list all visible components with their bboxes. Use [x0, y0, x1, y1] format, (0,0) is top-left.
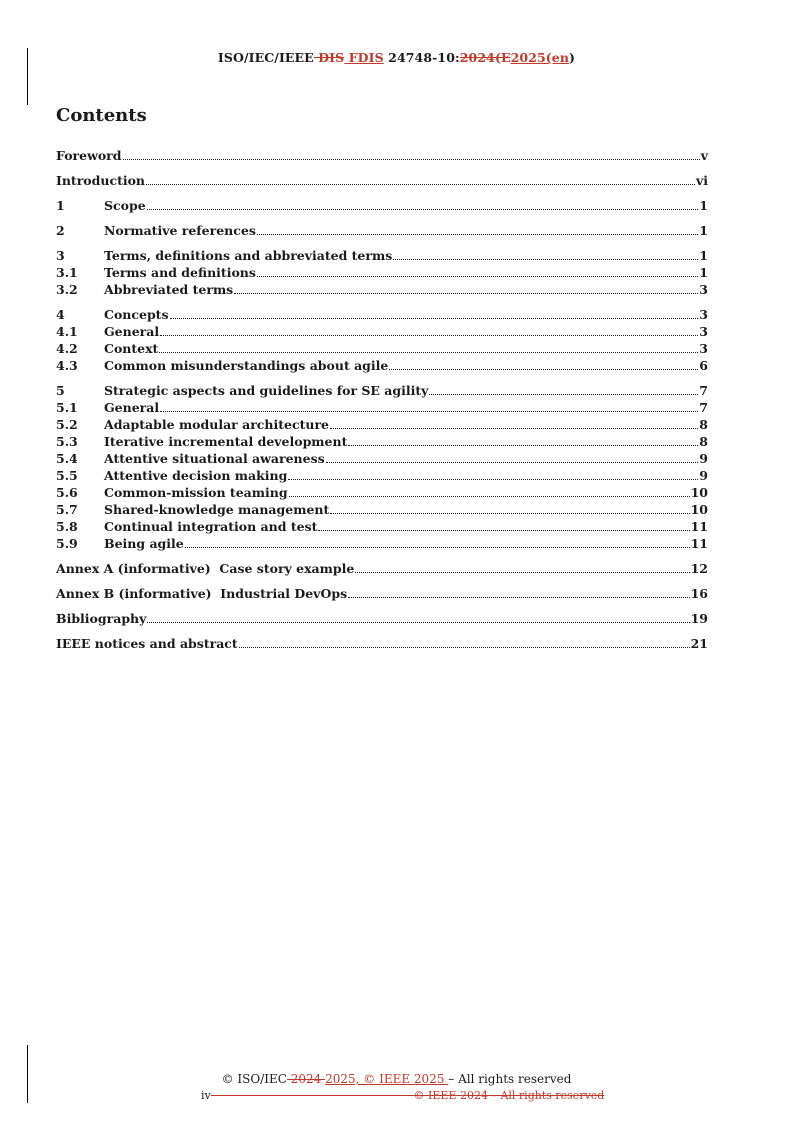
toc-leader	[147, 622, 689, 623]
toc-entry-page: 8	[699, 434, 708, 449]
toc-leader	[288, 479, 698, 480]
toc-entry[interactable]	[56, 399, 708, 416]
toc-entry-number: 5.9	[56, 536, 78, 551]
toc-entry[interactable]	[56, 501, 708, 518]
toc-entry-title: Shared-knowledge management	[104, 502, 330, 517]
toc-entry-title: Abbreviated terms	[104, 282, 234, 297]
toc-entry[interactable]	[56, 147, 708, 164]
toc-leader	[160, 411, 698, 412]
toc-leader	[318, 530, 689, 531]
toc-entry-page: 1	[699, 265, 708, 280]
toc-entry-title: Continual integration and test	[104, 519, 318, 534]
toc-entry-page: 11	[690, 536, 708, 551]
toc-entry[interactable]	[56, 450, 708, 467]
toc-leader	[170, 318, 699, 319]
toc-entry-page: 16	[690, 586, 708, 601]
toc-leader	[159, 352, 698, 353]
toc-leader	[239, 647, 690, 648]
toc-entry[interactable]	[56, 264, 708, 281]
toc-entry-number: 1	[56, 198, 65, 213]
toc-entry-page: 3	[699, 324, 708, 339]
toc-entry-title: Context	[104, 341, 159, 356]
toc-entry-title: Attentive situational awareness	[104, 451, 325, 466]
toc-entry-title: Foreword	[56, 148, 122, 163]
toc-entry-title: Terms and definitions	[104, 265, 256, 280]
toc-entry-number: 4.3	[56, 358, 78, 373]
deleted-footer-line: © IEEE 2024 – All rights reserved	[210, 1089, 605, 1102]
toc-entry[interactable]	[56, 433, 708, 450]
toc-entry-number: 5.3	[56, 434, 78, 449]
toc-leader	[234, 293, 698, 294]
header-inserted-year: 2025(en	[510, 50, 570, 65]
toc-entry[interactable]	[56, 306, 708, 323]
toc-entry-page: 9	[699, 468, 708, 483]
toc-leader	[146, 184, 695, 185]
copyright-footer	[0, 1072, 793, 1086]
toc-entry-number: 5.1	[56, 400, 78, 415]
table-of-contents	[56, 147, 708, 652]
toc-entry-number: 4.1	[56, 324, 78, 339]
toc-entry-page: v	[700, 148, 708, 163]
document-header	[0, 50, 793, 65]
toc-entry-page: 19	[690, 611, 708, 626]
toc-entry-page: 11	[690, 519, 708, 534]
toc-entry[interactable]	[56, 484, 708, 501]
toc-entry-title: Attentive decision making	[104, 468, 288, 483]
toc-entry-number: 3.1	[56, 265, 78, 280]
toc-leader	[429, 394, 698, 395]
header-number: 24748-10:	[383, 50, 460, 65]
toc-entry-page: 12	[690, 561, 708, 576]
toc-entry-number: 5.2	[56, 417, 78, 432]
toc-entry-number: 4.2	[56, 341, 78, 356]
toc-entry-page: 7	[699, 400, 708, 415]
page-title: Contents	[56, 105, 147, 126]
page-number: iv	[201, 1089, 211, 1102]
toc-entry-page: 3	[699, 341, 708, 356]
toc-entry-title: Annex B (informative) Industrial DevOps	[56, 586, 348, 601]
toc-leader	[257, 234, 698, 235]
toc-leader	[389, 369, 698, 370]
toc-entry-page: 9	[699, 451, 708, 466]
header-inserted-fdis: FDIS	[344, 50, 384, 65]
toc-entry[interactable]	[56, 340, 708, 357]
toc-leader	[326, 462, 699, 463]
page-footer	[201, 1089, 604, 1102]
toc-entry[interactable]	[56, 222, 708, 239]
toc-entry-title: Iterative incremental development	[104, 434, 348, 449]
toc-entry-page: 1	[699, 248, 708, 263]
toc-entry-page: vi	[695, 173, 708, 188]
toc-entry-title: General	[104, 324, 160, 339]
copyright-inserted-text: 2025, © IEEE 2025	[325, 1072, 449, 1086]
toc-leader	[160, 335, 698, 336]
toc-entry-title: Adaptable modular architecture	[104, 417, 329, 432]
toc-entry-title: General	[104, 400, 160, 415]
toc-entry[interactable]	[56, 467, 708, 484]
toc-entry-title: IEEE notices and abstract	[56, 636, 238, 651]
toc-entry-title: Annex A (informative) Case story example	[56, 561, 355, 576]
toc-leader	[348, 445, 698, 446]
toc-entry-number: 4	[56, 307, 65, 322]
toc-entry-number: 5	[56, 383, 65, 398]
header-prefix: ISO/IEC/IEEE	[217, 50, 314, 65]
toc-leader	[355, 572, 689, 573]
toc-entry-page: 3	[699, 307, 708, 322]
toc-leader	[393, 259, 698, 260]
toc-entry-page: 10	[690, 502, 708, 517]
toc-entry[interactable]	[56, 610, 708, 627]
toc-leader	[330, 513, 689, 514]
copyright-deleted-year: 2024	[286, 1072, 326, 1086]
toc-entry-title: Terms, definitions and abbreviated terms	[104, 248, 393, 263]
toc-entry-title: Bibliography	[56, 611, 147, 626]
toc-entry[interactable]	[56, 323, 708, 340]
toc-leader	[289, 496, 690, 497]
toc-entry-page: 1	[699, 223, 708, 238]
toc-leader	[185, 547, 690, 548]
toc-entry-title: Normative references	[104, 223, 256, 238]
copyright-rights: – All rights reserved	[448, 1072, 572, 1086]
header-deleted-dis: DIS	[313, 50, 345, 65]
copyright-prefix: © ISO/IEC	[221, 1072, 287, 1086]
toc-entry[interactable]	[56, 416, 708, 433]
toc-entry-number: 5.4	[56, 451, 78, 466]
toc-entry-number: 5.6	[56, 485, 78, 500]
toc-entry[interactable]	[56, 382, 708, 399]
toc-entry-page: 7	[699, 383, 708, 398]
toc-entry[interactable]	[56, 172, 708, 189]
toc-leader	[348, 597, 689, 598]
toc-leader	[147, 209, 699, 210]
toc-entry-title: Being agile	[104, 536, 184, 551]
toc-entry-number: 3.2	[56, 282, 78, 297]
toc-entry-page: 3	[699, 282, 708, 297]
header-deleted-year: 2024(E	[459, 50, 511, 65]
toc-entry[interactable]	[56, 535, 708, 552]
toc-entry-title: Common-mission teaming	[104, 485, 288, 500]
toc-entry[interactable]	[56, 197, 708, 214]
toc-entry-page: 1	[699, 198, 708, 213]
toc-entry-page: 21	[690, 636, 708, 651]
toc-entry-title: Introduction	[56, 173, 146, 188]
toc-entry[interactable]	[56, 585, 708, 602]
toc-entry-number: 3	[56, 248, 65, 263]
toc-entry-title: Strategic aspects and guidelines for SE agility	[104, 383, 429, 398]
toc-leader	[257, 276, 698, 277]
toc-leader	[330, 428, 698, 429]
toc-entry-page: 6	[699, 358, 708, 373]
toc-entry-number: 5.7	[56, 502, 78, 517]
toc-leader	[123, 159, 700, 160]
toc-entry-title: Concepts	[104, 307, 169, 322]
toc-entry[interactable]	[56, 281, 708, 298]
toc-entry[interactable]	[56, 518, 708, 535]
toc-entry-page: 10	[690, 485, 708, 500]
toc-entry[interactable]	[56, 560, 708, 577]
toc-entry[interactable]	[56, 635, 708, 652]
toc-entry-number: 5.5	[56, 468, 78, 483]
toc-entry[interactable]	[56, 247, 708, 264]
toc-entry-title: Scope	[104, 198, 146, 213]
toc-entry-number: 2	[56, 223, 65, 238]
toc-entry[interactable]	[56, 357, 708, 374]
toc-entry-number: 5.8	[56, 519, 78, 534]
toc-entry-page: 8	[699, 417, 708, 432]
header-suffix: )	[569, 50, 576, 65]
toc-entry-title: Common misunderstandings about agile	[104, 358, 389, 373]
